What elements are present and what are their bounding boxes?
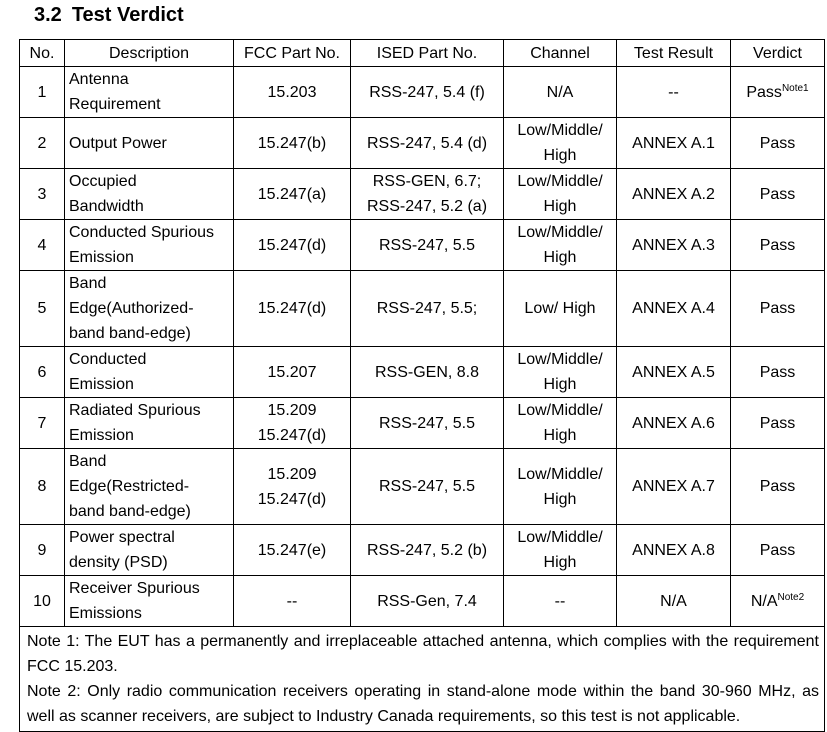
channel-line: High <box>543 490 577 508</box>
cell-ised-part <box>351 398 504 449</box>
channel-line: Low/ High <box>524 300 596 317</box>
ised-line: RSS-247, 5.2 (b) <box>366 541 488 559</box>
ised-line: RSS-247, 5.5 <box>378 478 476 495</box>
cell-test-result: ANNEX A.6 <box>617 398 731 449</box>
description-line: Band <box>69 275 107 292</box>
cell-ised-part <box>351 347 504 398</box>
cell-description <box>65 576 234 627</box>
cell-description <box>65 118 234 169</box>
description-line: density (PSD) <box>69 554 168 571</box>
description-line: Output Power <box>69 134 167 152</box>
cell-test-result: ANNEX A.5 <box>617 347 731 398</box>
cell-verdict <box>731 271 825 347</box>
cell-description <box>65 67 234 118</box>
description-line: Requirement <box>69 96 161 113</box>
cell-description <box>65 525 234 576</box>
cell-verdict <box>731 169 825 220</box>
verdict-note-ref: Note1 <box>781 82 809 94</box>
cell-no: 5 <box>20 271 65 347</box>
cell-verdict <box>731 118 825 169</box>
cell-verdict <box>731 347 825 398</box>
description-line: Occupied <box>69 173 137 190</box>
cell-ised-part <box>351 118 504 169</box>
table-row <box>20 525 825 576</box>
section-heading <box>34 4 184 27</box>
verdict-text: Pass <box>759 185 796 203</box>
verdict-text: Pass <box>759 541 796 559</box>
description-line: Edge(Restricted- <box>69 478 190 495</box>
description-line: Emission <box>69 376 134 393</box>
cell-test-result: ANNEX A.7 <box>617 449 731 525</box>
channel-line: High <box>543 147 577 164</box>
cell-test-result: ANNEX A.4 <box>617 271 731 347</box>
channel-line: Low/Middle/ <box>517 402 603 419</box>
column-header: Description <box>65 40 234 67</box>
column-header: ISED Part No. <box>351 40 504 67</box>
cell-channel <box>504 449 617 525</box>
cell-no: 3 <box>20 169 65 220</box>
cell-no: 10 <box>20 576 65 627</box>
cell-no: 7 <box>20 398 65 449</box>
description-line: Receiver Spurious <box>69 580 200 597</box>
verdict-text: Pass <box>746 83 782 101</box>
description-line: Radiated Spurious <box>69 402 201 419</box>
channel-line: N/A <box>546 83 574 101</box>
description-line: Emissions <box>69 605 142 622</box>
channel-line: High <box>543 427 577 444</box>
fcc-line: 15.209 <box>267 402 317 419</box>
note-2: Note 2: Only radio communication receivers operating in stand-alone mode within the band 30-960 MHz, as well as scanner receivers, are subject to Industry Canada requirements, so this test is not applicable. <box>27 683 819 725</box>
cell-no: 1 <box>20 67 65 118</box>
cell-channel <box>504 398 617 449</box>
cell-test-result: ANNEX A.1 <box>617 118 731 169</box>
cell-test-result: ANNEX A.8 <box>617 525 731 576</box>
table-row <box>20 271 825 347</box>
cell-test-result: -- <box>617 67 731 118</box>
description-line: Conducted Spurious <box>69 224 214 241</box>
table-header-row <box>20 40 825 67</box>
cell-description <box>65 347 234 398</box>
description-line: band band-edge) <box>69 325 191 342</box>
fcc-line: 15.209 <box>267 465 317 483</box>
ised-line: RSS-247, 5.5 <box>378 414 476 432</box>
channel-line: Low/Middle/ <box>517 529 603 546</box>
description-line: Edge(Authorized- <box>69 300 194 317</box>
column-header: FCC Part No. <box>234 40 351 67</box>
fcc-line: -- <box>286 592 298 610</box>
cell-channel <box>504 67 617 118</box>
fcc-line: 15.247(a) <box>257 185 327 203</box>
cell-fcc-part <box>234 220 351 271</box>
ised-line: RSS-Gen, 7.4 <box>377 592 477 610</box>
cell-verdict <box>731 67 825 118</box>
cell-verdict <box>731 398 825 449</box>
verdict-note-ref: Note2 <box>777 591 805 603</box>
table-row <box>20 118 825 169</box>
cell-ised-part <box>351 67 504 118</box>
description-line: Antenna <box>69 71 129 88</box>
fcc-line: 15.203 <box>267 83 317 101</box>
description-line: Band <box>69 453 107 470</box>
description-line: band band-edge) <box>69 503 191 520</box>
channel-line: High <box>543 198 577 215</box>
cell-no: 9 <box>20 525 65 576</box>
column-header: Channel <box>504 40 617 67</box>
notes-row <box>20 627 825 732</box>
cell-description <box>65 271 234 347</box>
channel-line: High <box>543 554 577 571</box>
cell-channel <box>504 271 617 347</box>
verdict-text: N/A <box>750 592 778 610</box>
cell-ised-part <box>351 169 504 220</box>
column-header: Verdict <box>731 40 825 67</box>
cell-channel <box>504 576 617 627</box>
cell-ised-part <box>351 220 504 271</box>
description-line: Bandwidth <box>69 198 144 215</box>
cell-fcc-part <box>234 398 351 449</box>
cell-fcc-part <box>234 67 351 118</box>
note-1: Note 1: The EUT has a permanently and irreplaceable attached antenna, which complies with the requirement FCC 15.203. <box>27 633 819 675</box>
fcc-line: 15.247(d) <box>257 236 327 254</box>
table-row <box>20 449 825 525</box>
cell-ised-part <box>351 449 504 525</box>
cell-verdict <box>731 449 825 525</box>
cell-fcc-part <box>234 347 351 398</box>
cell-no: 2 <box>20 118 65 169</box>
table-row <box>20 67 825 118</box>
cell-no: 4 <box>20 220 65 271</box>
cell-channel <box>504 118 617 169</box>
ised-line: RSS-247, 5.5 <box>378 236 476 254</box>
channel-line: -- <box>554 592 566 610</box>
cell-test-result: N/A <box>617 576 731 627</box>
cell-channel <box>504 169 617 220</box>
ised-line: RSS-GEN, 8.8 <box>374 363 480 381</box>
section-number: 3.2 <box>34 4 62 26</box>
fcc-line: 15.247(b) <box>257 134 327 152</box>
cell-no: 6 <box>20 347 65 398</box>
cell-description <box>65 398 234 449</box>
cell-channel <box>504 220 617 271</box>
cell-fcc-part <box>234 118 351 169</box>
fcc-line: 15.247(d) <box>257 300 327 317</box>
ised-line: RSS-247, 5.4 (f) <box>369 83 485 101</box>
cell-channel <box>504 525 617 576</box>
table-row <box>20 347 825 398</box>
verdict-text: Pass <box>759 134 796 152</box>
table-row <box>20 169 825 220</box>
cell-description <box>65 169 234 220</box>
table-row <box>20 220 825 271</box>
column-header: Test Result <box>617 40 731 67</box>
verdict-text: Pass <box>759 236 796 254</box>
column-header: No. <box>20 40 65 67</box>
ised-line: RSS-247, 5.4 (d) <box>366 134 488 152</box>
ised-line: RSS-247, 5.5; <box>376 300 478 317</box>
cell-ised-part <box>351 271 504 347</box>
cell-fcc-part <box>234 271 351 347</box>
cell-channel <box>504 347 617 398</box>
cell-fcc-part <box>234 525 351 576</box>
cell-verdict <box>731 576 825 627</box>
channel-line: High <box>543 376 577 393</box>
cell-description <box>65 449 234 525</box>
verdict-text: Pass <box>759 300 796 317</box>
cell-verdict <box>731 220 825 271</box>
table-row <box>20 576 825 627</box>
fcc-line: 15.247(d) <box>257 490 327 508</box>
cell-description <box>65 220 234 271</box>
channel-line: Low/Middle/ <box>517 224 603 241</box>
table-row <box>20 398 825 449</box>
description-line: Emission <box>69 427 134 444</box>
cell-test-result: ANNEX A.2 <box>617 169 731 220</box>
fcc-line: 15.247(e) <box>257 541 327 559</box>
verdict-text: Pass <box>759 363 796 381</box>
section-title: Test Verdict <box>71 4 184 26</box>
fcc-line: 15.247(d) <box>257 427 327 444</box>
cell-fcc-part <box>234 169 351 220</box>
cell-fcc-part <box>234 449 351 525</box>
cell-ised-part <box>351 525 504 576</box>
description-line: Conducted <box>69 351 147 368</box>
description-line: Power spectral <box>69 529 175 546</box>
channel-line: Low/Middle/ <box>517 351 603 368</box>
ised-line: RSS-GEN, 6.7; <box>372 173 482 190</box>
ised-line: RSS-247, 5.2 (a) <box>366 198 488 215</box>
channel-line: Low/Middle/ <box>517 173 603 190</box>
cell-verdict <box>731 525 825 576</box>
channel-line: Low/Middle/ <box>517 465 603 483</box>
channel-line: High <box>543 249 577 266</box>
cell-test-result: ANNEX A.3 <box>617 220 731 271</box>
cell-no: 8 <box>20 449 65 525</box>
verdict-text: Pass <box>759 478 796 495</box>
description-line: Emission <box>69 249 134 266</box>
channel-line: Low/Middle/ <box>517 122 603 139</box>
test-verdict-table <box>19 39 825 732</box>
fcc-line: 15.207 <box>267 363 317 381</box>
cell-ised-part <box>351 576 504 627</box>
verdict-text: Pass <box>759 414 796 432</box>
notes-cell <box>20 627 825 732</box>
cell-fcc-part <box>234 576 351 627</box>
